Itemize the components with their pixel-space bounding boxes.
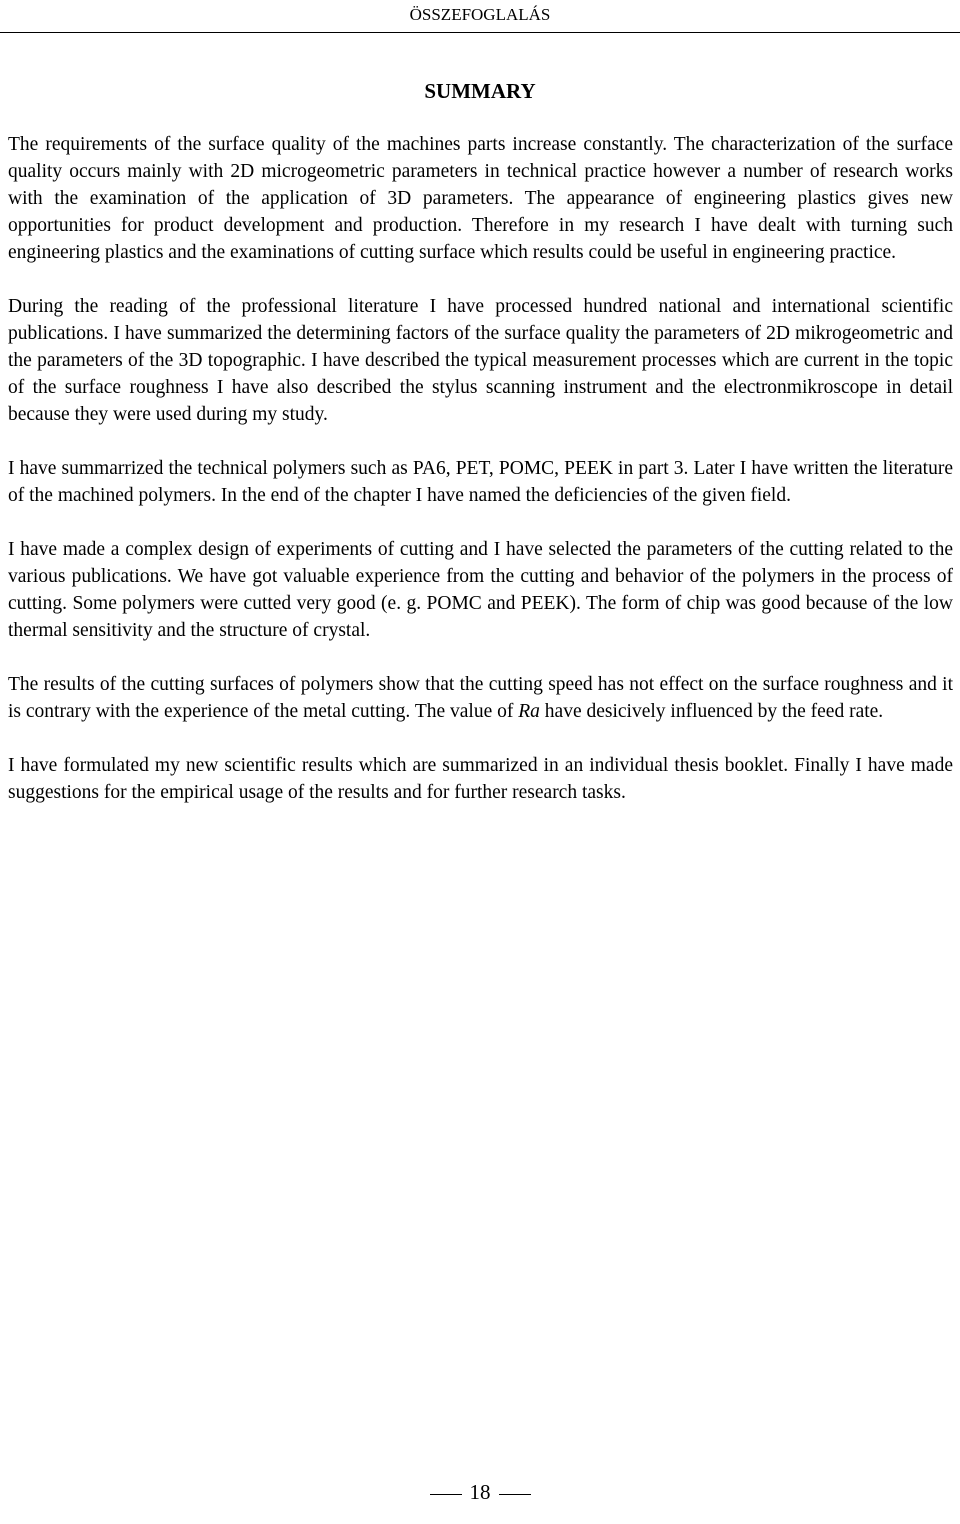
paragraph-2: During the reading of the professional literature I have processed hundred national and international scientific publications. I have summarized the determining factors of the surface quality the parameters of 2D mikrogeometric and the parameters of the 3D topographic. I have described the typical measurement processes which are current in the topic of the surface roughness I have also described the stylus scanning instrument and the electronmikroscope in detail because they were used during my study. — [8, 296, 953, 425]
paragraph-4: I have made a complex design of experiments of cutting and I have selected the parameters of the cutting related to the various publications. We have got valuable experience from the cutting and behavior of the polymers in the process of cutting. Some polymers were cutted very good (e. g. POMC and PEEK). The form of chip was good because of the low thermal sensitivity and the structure of crystal. — [8, 539, 953, 641]
footer-dash-right — [499, 1494, 531, 1495]
page-footer — [0, 1480, 960, 1504]
paragraph-5-text-after: have desicively influenced by the feed rate. — [539, 701, 884, 722]
running-header — [0, 0, 960, 33]
paragraph-5-text-before: The results of the cutting surfaces of polymers show that the cutting speed has not effect on the surface roughness and it is contrary with the experience of the metal cutting. The value of — [8, 674, 953, 722]
ra-symbol: Ra — [518, 701, 540, 722]
running-header-title: ÖSSZEFOGLALÁS — [409, 5, 551, 24]
paragraph-3: I have summarrized the technical polymers such as PA6, PET, POMC, PEEK in part 3. Later I have written the literature of the machined polymers. In the end of the chapter I have named the deficiencies of the given field. — [8, 458, 953, 506]
page-title: SUMMARY — [424, 79, 536, 103]
paragraph-5 — [8, 671, 953, 725]
page-number: 18 — [469, 1480, 491, 1504]
paragraph-1: The requirements of the surface quality of the machines parts increase constantly. The characterization of the surface quality occurs mainly with 2D microgeometric parameters in technical practice however a number of research works with the examination of the application of 3D parameters. The appearance of engineering plastics gives new opportunities for product development and production. Therefore in my research I have dealt with turning such engineering plastics and the examinations of cutting surface which results could be useful in engineering practice. — [8, 134, 953, 263]
paragraph-6: I have formulated my new scientific results which are summarized in an individual thesis booklet. Finally I have made suggestions for the empirical usage of the results and for further research tasks. — [8, 755, 953, 803]
summary-body — [8, 131, 953, 806]
footer-dash-left — [430, 1494, 462, 1495]
